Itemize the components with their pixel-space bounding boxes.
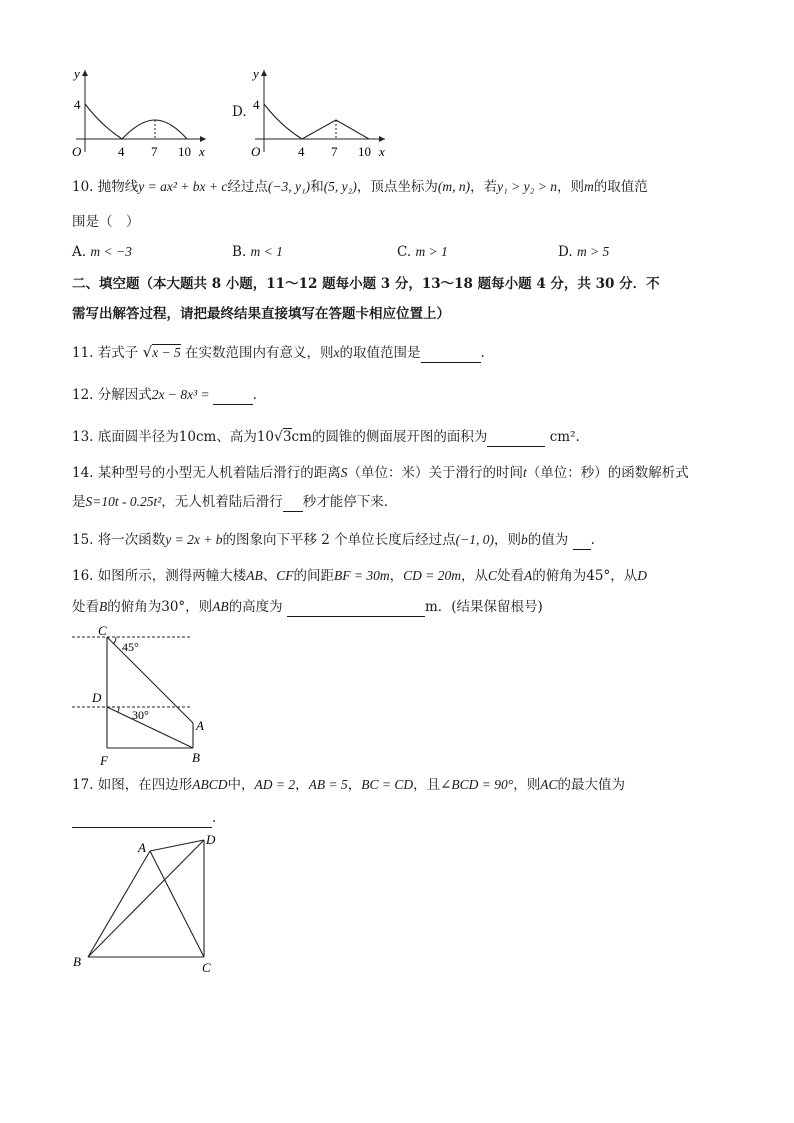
q10-option-d[interactable] [558,244,609,260]
q16-text: ， [389,568,404,584]
q15-text: ，则 [494,532,522,548]
y-axis-label: y [253,66,259,81]
question-10-line-2: 围是（ ） [72,214,140,230]
q14-text: 是 [72,494,86,510]
graph-option-d [245,62,395,160]
q17-bccd: BC = CD [361,777,414,792]
q14-text: （单位：秒）的函数解析式 [526,465,689,481]
label-d: D [92,690,102,705]
q13-radius: 10cm [178,429,217,445]
q10-text: 的取值范 [593,179,648,195]
radicand: x − 5 [152,345,181,360]
q15-text: 的值为 [527,532,569,548]
q14-formula: S=10t - 0.25t² [85,494,162,509]
q14-t: t [523,465,527,480]
angle-d-label: 30° [132,708,149,722]
q16-text: 的俯角为45°，从 [532,568,638,584]
q10-point-1: (−3, y₁) [267,179,311,194]
q10-text: ，若 [470,179,498,195]
q16-a: A [524,568,533,583]
q14-number: 14. [72,465,94,481]
q16-c: C [488,568,498,583]
q12-text: 分解因式 [97,387,152,403]
q16-cd: CD = 20m [403,568,462,583]
x-axis-label: x [379,144,385,159]
q10-option-c[interactable] [397,244,448,260]
q17-ac: AC [540,777,558,792]
answer-blank[interactable] [421,348,481,363]
q11-text: 若式子 [97,345,139,361]
q10-equation: y = ax² + bx + c [138,179,228,194]
x-tick-label: 10 [178,144,191,159]
option-expr: m < 1 [250,244,283,259]
q15-text: 的图象向下平移 2 个单位长度后经过点 [222,532,456,548]
question-13 [72,427,580,447]
y-tick-label: 4 [74,97,81,112]
q10-condition: y₁ > y₂ > n [497,179,557,194]
q13-number: 13. [72,429,94,445]
curve [85,104,187,139]
label-b: B [192,750,200,765]
section-2-heading-line-2: 需写出解答过程，请把最终结果直接填写在答题卡相应位置上） [72,306,450,322]
q16-d: D [637,568,647,583]
label-c: C [202,960,211,975]
question-11 [72,342,485,363]
q13-height-radicand: 3 [282,429,292,445]
q11-number: 11. [72,345,94,361]
q10-option-b[interactable] [232,244,283,260]
q17-text: ，且 [413,777,441,793]
q17-ad: AD = 2 [254,777,296,792]
label-f: F [100,753,108,768]
q15-end: . [590,532,595,548]
sightline-ca [107,637,193,723]
label-a: A [196,718,204,733]
label-a: A [138,840,146,855]
q11-end: . [480,345,485,361]
option-expr: m < −3 [90,244,132,259]
q16-text: 处看 [72,599,99,615]
q10-text: 抛物线 [97,179,139,195]
q17-text: ， [295,777,309,793]
q12-end: . [252,387,257,403]
x-tick-label: 10 [358,144,371,159]
q17-text: ，则 [513,777,541,793]
q10-text: 经过点 [227,179,268,195]
q17-quad: ABCD [192,777,228,792]
q13-end: . [575,429,580,445]
q17-end: . [212,810,217,826]
q14-text: 某种型号的小型无人机着陆后滑行的距离 [97,465,341,481]
sqrt-sign: √ [274,429,283,445]
option-label: A. [72,244,87,260]
q11-text: 的取值范围是 [339,345,421,361]
label-d: D [206,832,216,847]
angle-arc-d [118,707,119,712]
q16-b: B [99,599,108,614]
question-14 [72,463,689,483]
q16-text: 的高度为 [228,599,283,615]
q10-text: 和 [310,179,324,195]
q10-number: 10. [72,179,94,195]
answer-blank[interactable] [573,535,591,550]
q15-equation: y = 2x + b [165,532,223,547]
q16-ab: AB [212,599,229,614]
q17-text: 的最大值为 [557,777,625,793]
origin-label: O [72,144,82,159]
question-12 [72,385,257,405]
answer-blank[interactable] [487,432,545,447]
x-tick-label: 7 [331,144,338,159]
q13-height-unit: cm [291,429,312,445]
option-expr: m > 5 [576,244,610,259]
question-10 [72,177,648,197]
q17-text: ， [347,777,362,793]
side-da [150,840,204,851]
q16-cf: CF [276,568,294,583]
q16-text: 如图所示，测得两幢大楼 [97,568,247,584]
option-d-graph-label: D. [232,104,247,120]
q13-unit: cm² [549,429,576,445]
q10-text: ，顶点坐标为 [356,179,438,195]
question-16 [72,566,647,586]
section-2-heading: 二、填空题（本大题共 8 小题，11～12 题每小题 3 分，13～18 题每小题 4 分，共 30 分．不 [72,276,660,292]
q13-height-coef: 10 [256,429,275,445]
q17-number: 17. [72,777,94,793]
q13-text: 底面圆半径为 [97,429,179,445]
y-tick-label: 4 [253,97,260,112]
q16-number: 16. [72,568,94,584]
origin-label: O [251,144,261,159]
q11-text: 在实数范围内有意义，则 [185,345,334,361]
q10-option-a[interactable] [72,244,132,260]
q14-text: 秒才能停下来． [302,494,398,510]
question-17-line-2 [72,808,216,828]
q16-text: 的俯角为30°，则 [107,599,213,615]
q14-text: （单位：米）关于滑行的时间 [347,465,524,481]
question-16-line-2 [72,597,543,617]
q15-number: 15. [72,532,94,548]
answer-blank[interactable] [287,602,425,617]
sightline-db [107,707,193,748]
q10-point-2: (5, y₂) [323,179,357,194]
x-tick-label: 7 [151,144,158,159]
q14-text: ，无人机着陆后滑行 [161,494,283,510]
q12-number: 12. [72,387,94,403]
question-14-line-2 [72,492,397,512]
x-axis-label: x [199,144,205,159]
q16-bf: BF = 30m [334,568,390,583]
question-15 [72,530,595,550]
graph-option-c [66,62,216,160]
q17-text: 如图，在四边形 [97,777,193,793]
q16-text: 的间距 [293,568,335,584]
q16-text: m．(结果保留根号) [424,599,543,615]
q10-variable: m [583,179,594,194]
option-label: C. [397,244,412,260]
x-tick-label: 4 [118,144,125,159]
q16-text: ，从 [461,568,489,584]
q15-variable: b [521,532,528,547]
angle-c-label: 45° [122,640,139,654]
label-b: B [73,954,81,969]
option-label: D. [558,244,573,260]
figure-17 [66,826,236,976]
q13-text: 、高为 [216,429,257,445]
answer-blank[interactable] [283,497,303,512]
q14-s: S [340,465,348,480]
label-c: C [98,623,107,638]
q15-point: (−1, 0) [455,532,495,547]
curve [264,104,369,139]
q13-text: 的圆锥的侧面展开图的面积为 [311,429,488,445]
q17-ab: AB = 5 [308,777,348,792]
angle-arc-c [113,637,116,644]
question-17 [72,775,625,795]
sqrt-expression: √x − 5 [142,343,181,361]
q11-variable: x [333,345,340,360]
q17-angle: ∠BCD = 90° [440,777,514,792]
y-axis-label: y [74,66,80,81]
figure-16 [70,620,230,770]
option-label: B. [232,244,247,260]
answer-blank[interactable] [213,390,253,405]
q10-text: ，则 [556,179,584,195]
option-expr: m > 1 [415,244,448,259]
q12-expression: 2x − 8x³ = [151,387,210,402]
q16-ab: AB [246,568,263,583]
q17-text: 中， [227,777,255,793]
x-tick-label: 4 [298,144,305,159]
q10-vertex: (m, n) [437,179,471,194]
q16-text: 处看 [497,568,525,584]
q15-text: 将一次函数 [97,532,166,548]
q16-text: 、 [262,568,277,584]
